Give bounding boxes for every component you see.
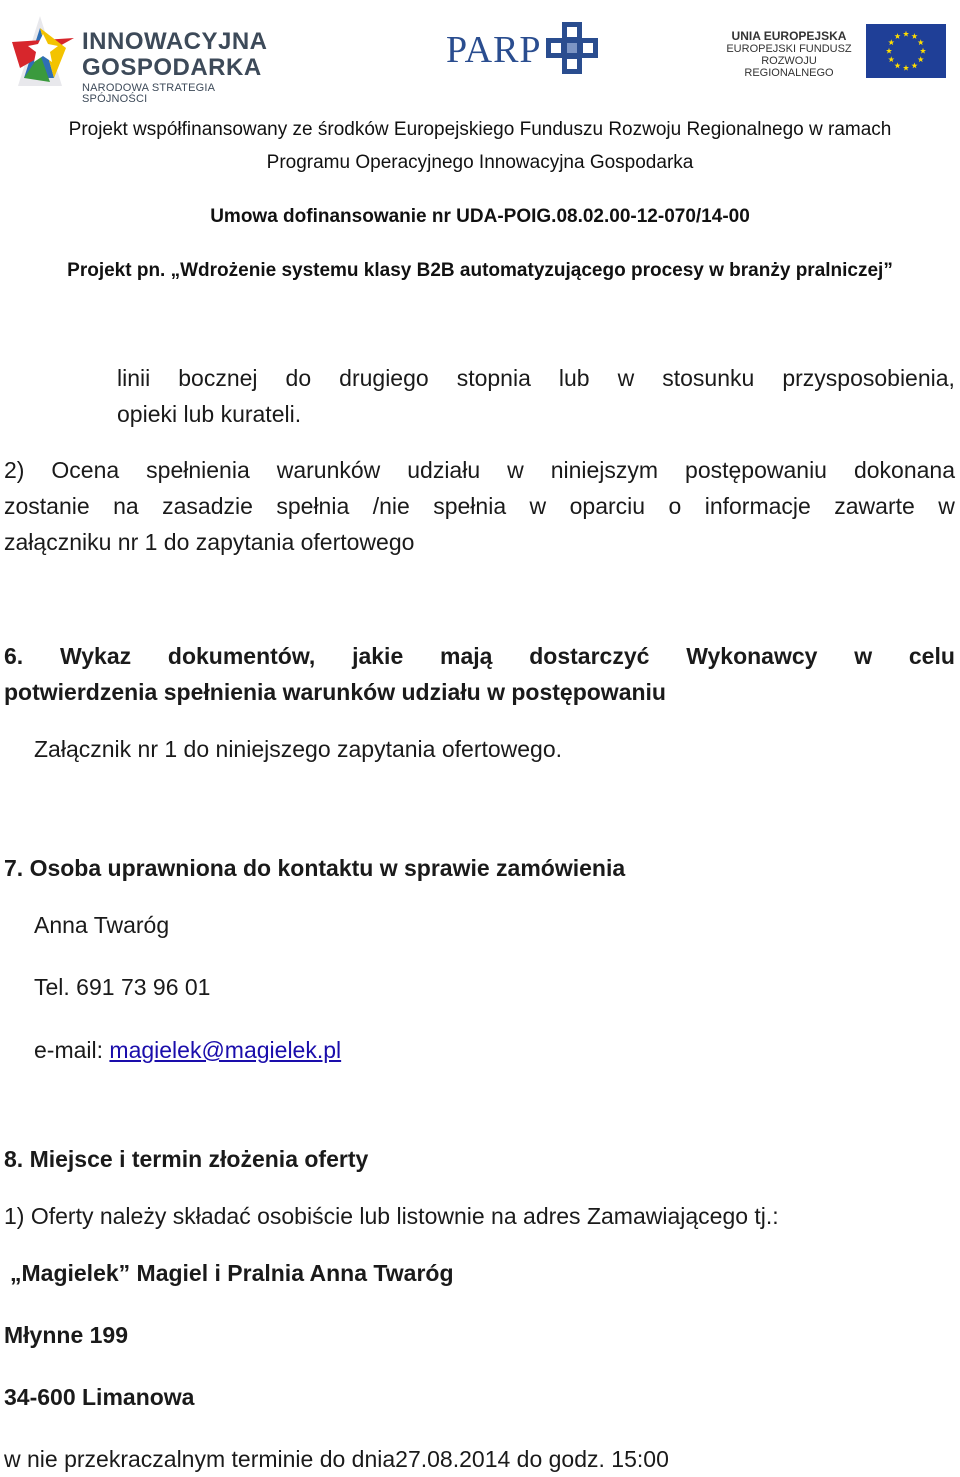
header-cofinancing-line2: Programu Operacyjnego Innowacyjna Gospodarka [266,152,694,173]
continuation-line2: opieki lub kurateli. [117,401,302,427]
point2-word: 2) [4,457,25,483]
ig-logo-line2: GOSPODARKA [82,54,262,81]
section6-text: Załącznik nr 1 do niniejszego zapytania ofertowego. [34,736,563,762]
contact-name: Anna Twaróg [34,912,170,938]
point2-word: na [113,493,139,519]
eu-logo-line3: ROZWOJU REGIONALNEGO [744,55,834,80]
eu-logo-line2: EUROPEJSKI FUNDUSZ [726,43,852,56]
continuation-word: do [285,365,312,391]
point2-word: dokonana [853,457,955,483]
point2-word: niniejszym [550,457,659,483]
section8-heading: 8. Miejsce i termin złożenia oferty [4,1146,369,1172]
section8-item1: 1) Oferty należy składać osobiście lub listownie na adres Zamawiającego tj.: [4,1203,779,1229]
section6-heading-word: dostarczyć [529,643,650,669]
innowacyjna-gospodarka-logo [10,8,270,105]
continuation-word: bocznej [178,365,258,391]
continuation-word: stosunku [662,365,755,391]
point2-line2 [4,488,955,524]
ig-emblem-icon [10,8,76,88]
section6-heading-word: mają [440,643,493,669]
address-company: „Magielek” Magiel i Pralnia Anna Twaróg [10,1260,454,1286]
point2-word: /nie [372,493,410,519]
point2-word: w [529,493,547,519]
point2-word: spełnia [433,493,507,519]
section7-heading: 7. Osoba uprawniona do kontaktu w sprawie zamówienia [4,855,626,881]
address-street: Młynne 199 [4,1322,128,1348]
point2-word: informacje [704,493,811,519]
point2-line3: załączniku nr 1 do zapytania ofertowego [4,529,415,555]
header-cofinancing-line1: Projekt współfinansowany ze środków Europejskiego Funduszu Rozwoju Regionalnego w ramach [68,119,892,140]
section6-heading-word: Wykaz [59,643,132,669]
point2-word: zasadzie [162,493,253,519]
section6-heading-word: 6. [4,643,24,669]
header-agreement: Umowa dofinansowanie nr UDA-POIG.08.02.00-12-070/14-00 [210,206,750,227]
eu-logo-line1: UNIA EUROPEJSKA [731,29,847,43]
continuation-word: lub [558,365,590,391]
continuation-word: linii [117,365,151,391]
point2-word: zawarte [834,493,915,519]
point2-word: spełnienia [146,457,250,483]
section6-heading-line1 [4,638,955,674]
section6-heading-word: Wykonawcy [686,643,818,669]
point2-word: zostanie [4,493,90,519]
point2-word: w [938,493,955,519]
eu-flag-icon [866,24,946,78]
header-project-title: Projekt pn. „Wdrożenie systemu klasy B2B automatyzującego procesy w branży pralniczej” [67,260,893,281]
parp-logo [446,20,606,80]
point2-word: w [507,457,524,483]
offer-deadline: w nie przekraczalnym terminie do dnia27.08.2014 do godz. 15:00 [4,1446,669,1472]
point2-word: Ocena [51,457,120,483]
point2-word: postępowaniu [685,457,827,483]
section6-heading-word: jakie [352,643,404,669]
address-city: 34-600 Limanowa [4,1384,195,1410]
contact-email-link[interactable]: magielek@magielek.pl [109,1037,342,1063]
point2-line1 [4,452,955,488]
continuation-word: przysposobienia, [782,365,955,391]
point2-word: warunków [276,457,381,483]
point2-word: o [668,493,682,519]
continuation-line1 [117,360,955,396]
contact-email-label: e-mail: [34,1037,110,1063]
ig-logo-line3: NARODOWA STRATEGIA SPÓJNOŚCI [82,82,215,105]
eu-logo [720,22,950,82]
section6-heading-line2: potwierdzenia spełnienia warunków udziału w postępowaniu [4,679,666,705]
section6-heading-word: celu [908,643,955,669]
point2-word: udziału [407,457,481,483]
point2-word: spełnia [276,493,350,519]
parp-logo-text: PARP [446,29,542,71]
continuation-word: drugiego [339,365,429,391]
section6-heading-word: dokumentów, [167,643,316,669]
continuation-word: w [617,365,635,391]
point2-word: oparciu [569,493,646,519]
section6-heading-word: w [854,643,873,669]
parp-emblem-icon [546,22,598,74]
contact-phone: Tel. 691 73 96 01 [34,974,211,1000]
ig-logo-line1: INNOWACYJNA [82,28,268,55]
contact-email-row [34,1032,341,1068]
continuation-word: stopnia [456,365,531,391]
